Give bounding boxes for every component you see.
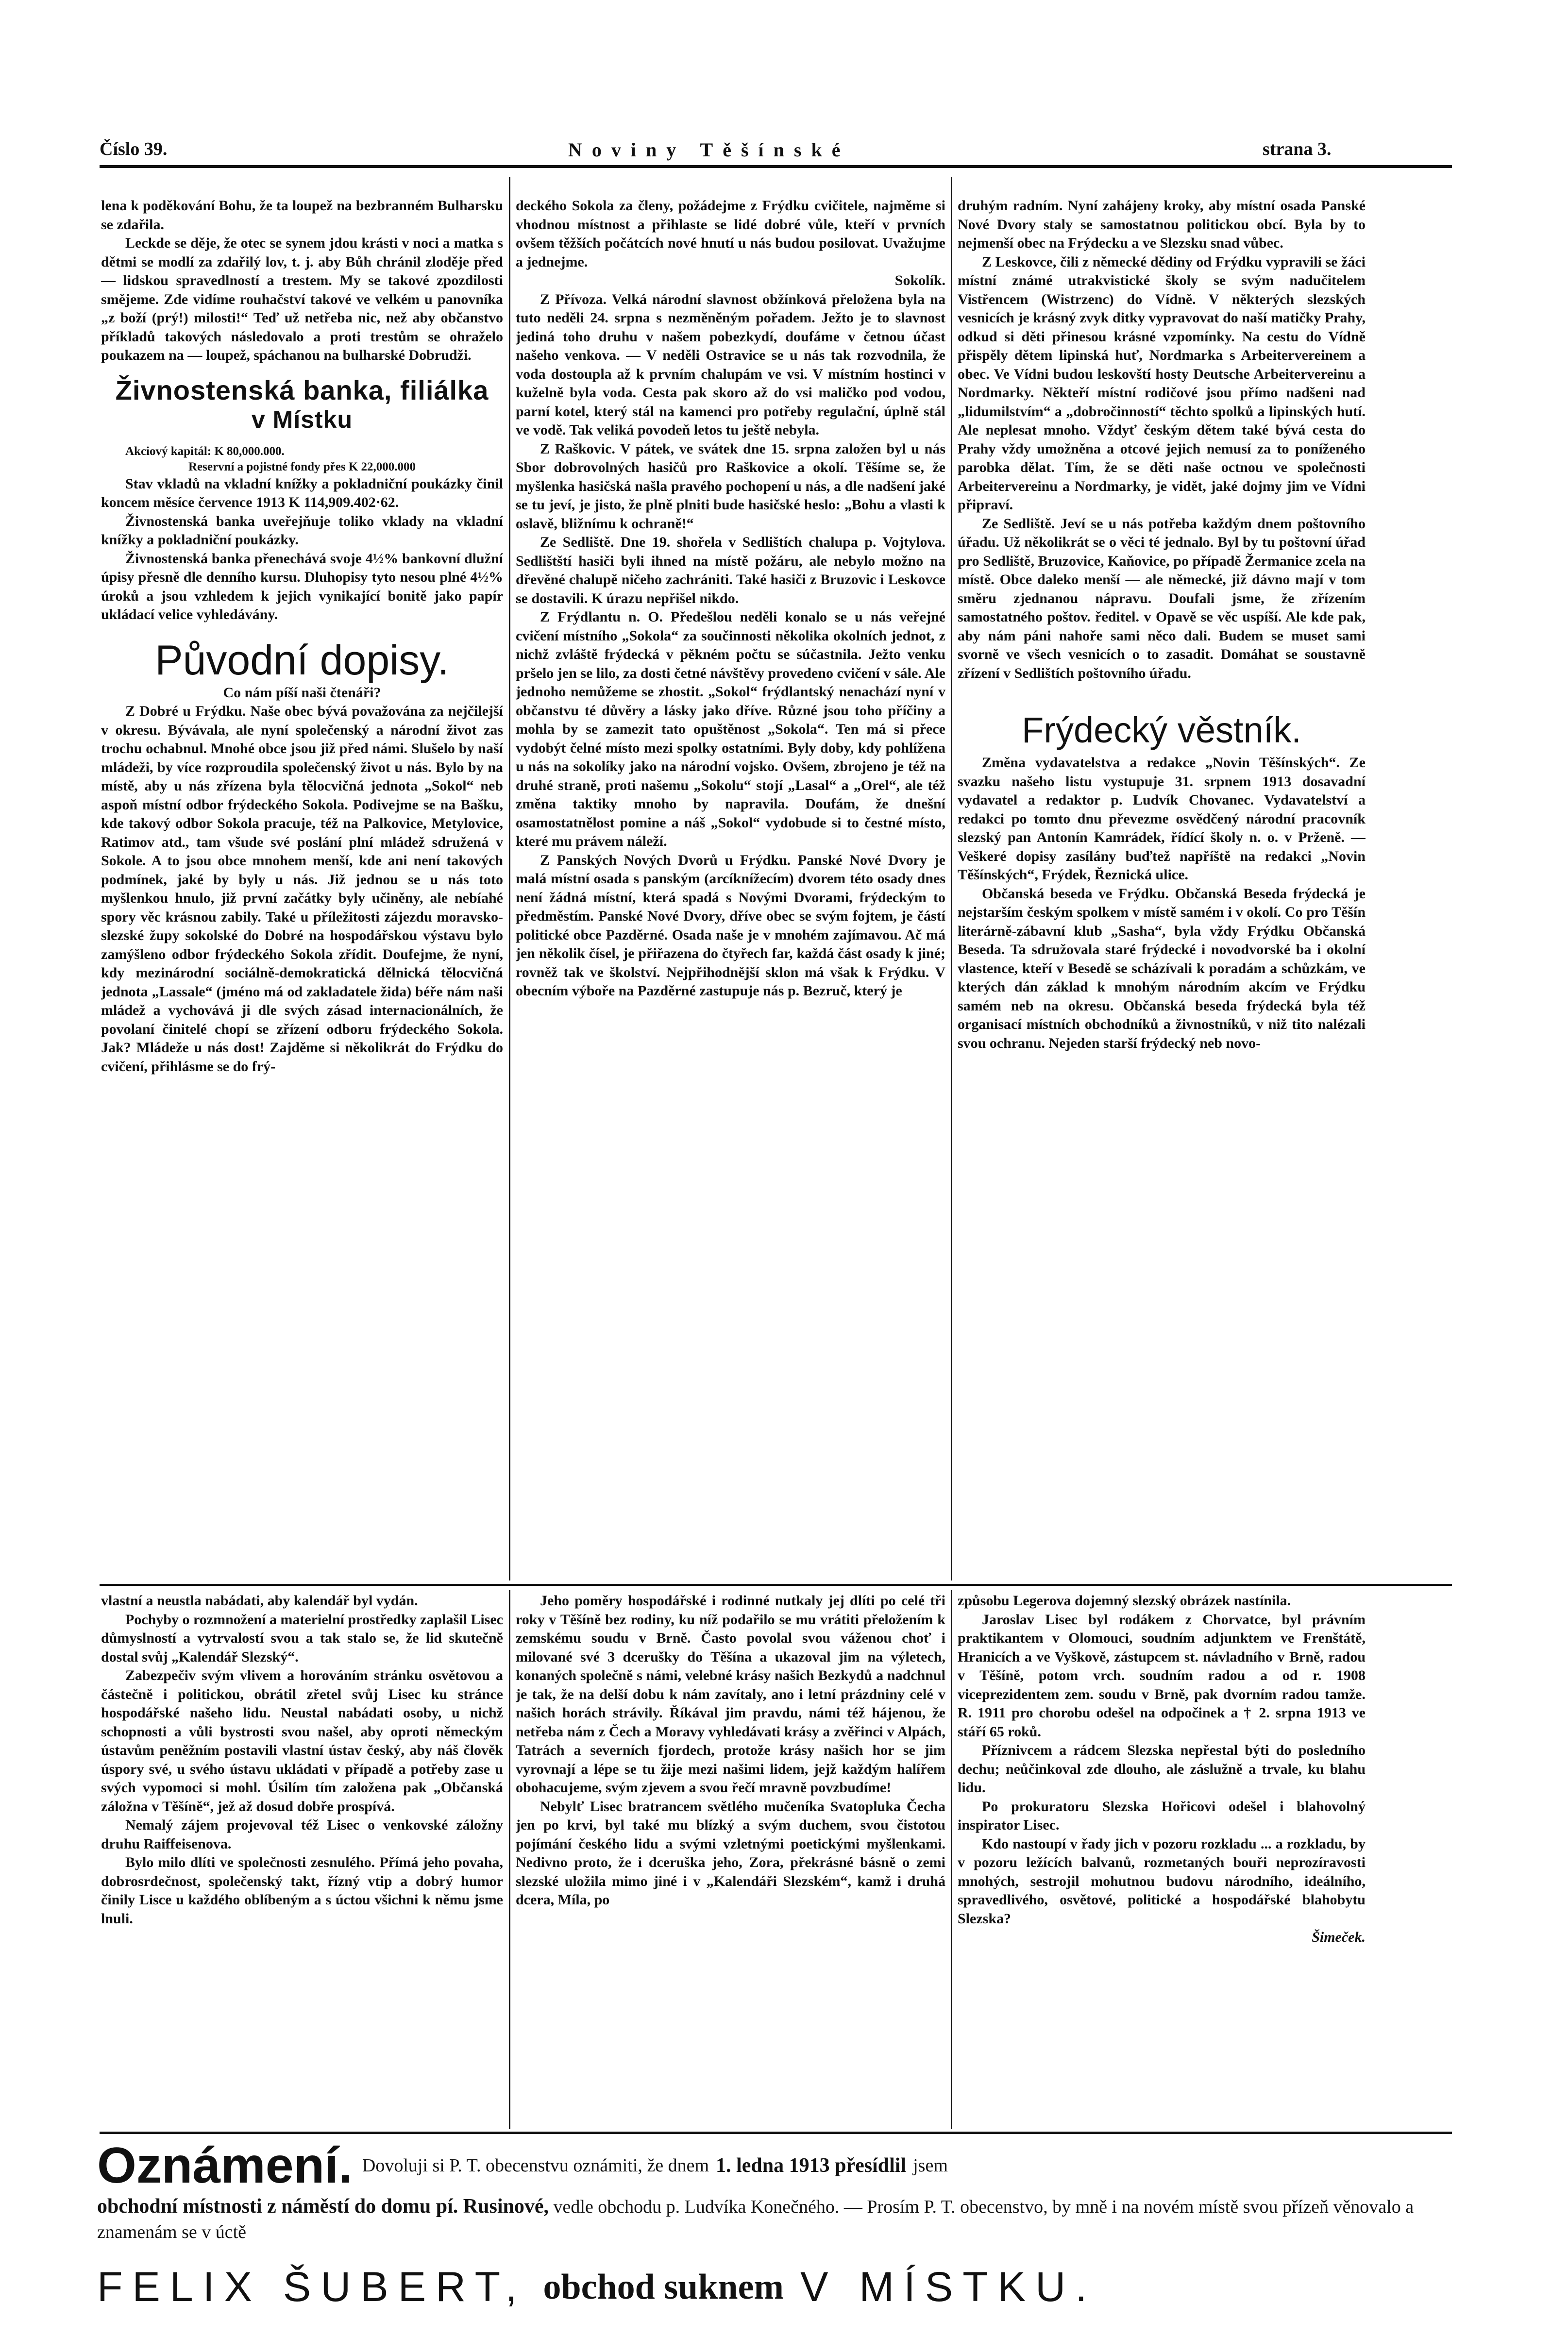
letter-paragraph: Z Dobré u Frýdku. Naše obec bývá považována za nejčilejší v okresu. Bývávala, ale nyní společenský a národní život zas trochu ochabnul. Mnohé obce jsou již před námi. Slušelo by naší mládeži, by více rozproudila společenský život u nás. Bylo by na místě, aby u nás zřízena byla tělocvičná jednota „Sokol“ neb aspoň místní odbor frýdeckého Sokola. Podivejme se na Bašku, kde takový odbor Sokola pracuje, též na Palkovice, Metylovice, Ratimov atd., tam všude své poslání plní mládež sdružená v Sokole. A to jsou obce mnohem menší, kde ani není takových podmínek, jaké by byly u nás. Již jednou se u nás toto myšlenkou hnulo, již první začátky byly učiněny, ale nebíahé spory věc krásnou zabily. Také u příležitosti zájezdu moravsko-slezské župy sokolské do Dobré na hospodářskou výstavu bylo zamýšleno odbor frýdeckého Sokola zřídit. Doufejme, že nyní, kdy mezinárodní sociálně-demokratická dělnická tělocvičná jednota „Lassale“ (jméno má od zakladatele žida) béře nám naši mládež a vychovává ji dle svých zásad internacionálních, že povolaní činitelé chopí se zřízení odboru frýdeckého Sokola. Jak? Mládeže u nás dost! Zajděme si několikrát do Frýdku do cvičení, přihlásme se do frý- <box>101 703 503 1075</box>
bank-paragraph: Živnostenská banka přenechává svoje 4½% bankovní dlužní úpisy přesně dle denního kursu. Dluhopisy tyto nesou plné 4½% úroků a jsou vzhledem k jejich vynikající bonitě jako papír ukládací velice vyhledávány. <box>101 550 503 622</box>
bank-reserve: Reservní a pojistné fondy přes K 22,000.000 <box>188 460 416 473</box>
obituary-paragraph: Jaroslav Lisec byl rodákem z Chorvatce, byl právním praktikantem v Olomouci, soudním adjunktem ve Frenštátě, Hranicích a ve Vyškově, zástupcem st. návladního v Brně, radou v Těšíně, potom vrch. soudním radou a od r. 1908 viceprezidentem zem. soudu v Brně, pak dvorním radou tamže. R. 1911 pro chorobu odešel na odpočinek a † 2. srpna 1913 ve stáří 65 roků. <box>958 1611 1366 1740</box>
notice-shop-location: obchodní místnosti z náměstí do domu pí. Rusinové, <box>97 2195 549 2218</box>
column-1-bottom <box>101 1592 503 2128</box>
obituary-paragraph: Pochyby o rozmnožení a materielní prostředky zaplašil Lisec důmyslností a vytrvalostí svou a tak stalo se, že lid skutečně dostal svůj „Kalendář Slezský“. <box>101 1611 503 1665</box>
notice-text: Dovoluji si P. T. obecenstvu oznámiti, že dnem <box>362 2155 709 2176</box>
letter-paragraph: Z Raškovic. V pátek, ve svátek dne 15. srpna založen byl u nás Sbor dobrovolných hasičů pro Raškovice a okolí. Těšíme se, že myšlenka hasičská našla pravého pochopení u nás, a dle nadšení jaké se tu jeví, je jisto, že plně plniti bude hasičské heslo: „Bohu a vlasti k oslavě, bližnímu k ochraně!“ <box>516 440 945 532</box>
column-divider <box>951 1590 952 2129</box>
article-continuation: vlastní a neustla nabádati, aby kalendář byl vydán. <box>101 1593 418 1609</box>
notice-date: 1. ledna 1913 přesídlil <box>716 2154 907 2177</box>
obituary-paragraph: Nemalý zájem projevoval též Lisec o venkovské záložny druhu Raiffeisenova. <box>101 1817 503 1852</box>
news-paragraph: Občanská beseda ve Frýdku. Občanská Beseda frýdecká je nejstarším českým spolkem v místě samém i v okolí. Co pro Těšín literárně-zábavní klub „Sasha“, byla vždy Frýdku Občanská Beseda. Ta sdružovala staré frýdecké i novodvorské ba i okolní vlastence, kteří v Besedě se scházívali k poradám a schůzkám, ve kterých dán základ k mnohým národním akcím ve Frýdku samém neb na okresu. Občanská beseda frýdecká byla též organisací místních obchodníků a živnostníků, v niž tito nalézali svou ochranu. Nejeden starší frýdecký neb novo- <box>958 885 1366 1051</box>
letter-paragraph: Z Panských Nových Dvorů u Frýdku. Panské Nové Dvory je malá místní osada s panským (arcíknížecím) dvorem této osady dnes není žádná místní, která spadá s Novými Dvorami, frýdeckým to předměstím. Panské Nové Dvory, dříve obec se svým fojtem, je částí politické obce Pazděrné. Osada naše je v mnohém zajímavou. Ač má jen několik čísel, je přiřazena do čtyřech far, každá část osady k jiné; rovněž tak ve školství. Nejpřihodnější sklon má však k Frýdku. V obecním výboře na Pazděrné zastupuje nás p. Bezruč, který je <box>516 852 945 999</box>
article-signature: Šimeček. <box>1312 1929 1366 1945</box>
column-divider <box>509 177 510 1580</box>
column-divider <box>951 177 952 1580</box>
obituary-paragraph: Bylo milo dlíti ve společnosti zesnulého. Přímá jeho povaha, dobrosrdečnost, společenský takt, řízný vtip a dobrý humor činily Lisce u každého oblíbeným a s úctou všichni k němu jsme lnuli. <box>101 1854 503 1927</box>
news-paragraph: Změna vydavatelstva a redakce „Novin Těšínských“. Ze svazku našeho listu vystupuje 31. srpnem 1913 dosavadní vydavatel a redaktor p. Ludvík Chovanec. Vydavatelství a redakci po tomto dnu převezme osvědčený národní pracovník slezský pan Antonín Kamrádek, řídící školy n. o. v Prženě. — Veškeré dopisy zasílány buďtež napříště na redakci „Novin Těšínských“, Frýdek, Řeznická ulice. <box>958 755 1366 883</box>
page-number: strana 3. <box>1263 139 1332 159</box>
header-rule <box>100 165 1452 168</box>
bank-ad-title: Živnostenská banka, filiálka <box>115 374 489 405</box>
advertisement-notice <box>97 2136 1457 2331</box>
obituary-paragraph: Příznivcem a rádcem Slezska nepřestal býti do posledního dechu; neůčinkoval zde dlouho, ale záslužně a trvale, ku blahu lidu. <box>958 1742 1366 1796</box>
letter-paragraph: Ze Sedliště. Jeví se u nás potřeba každým dnem poštovního úřadu. Už několikrát se o věci té jednalo. Byl by tu poštovní úřad pro Sedliště, Bruzovice, Kaňovice, po případě Žermanice zcela na místě. Obce daleko menší — ale německé, již dávno mají v tom směru zjednanou nápravu. Doufali jsme, že zřízením samostatného poštov. ředitel. v Opavě se věc uspíší. Ale kde pak, aby nám páni nahoře sami něco dali. Budem se muset sami svorně ve všech vesnicích o to zasadit. Domáhat se soustavně zřízení v Sedlištích poštovního úřadu. <box>958 515 1366 681</box>
letter-paragraph: Ze Sedliště. Dne 19. shořela v Sedlištích chalupa p. Vojtylova. Sedlištští hasiči byli ihned na místě požáru, ale nebylo možno na dřevěné chalupě ničeho zachrániti. Také hasiči z Bruzovic i Leskovce se dostavili. K úrazu nepřišel nikdo. <box>516 534 945 606</box>
bank-paragraph: Živnostenská banka uveřejňuje toliko vklady na vkladní knížky a pokladniční poukázky. <box>101 513 503 548</box>
letter-paragraph: Z Frýdlantu n. O. Předešlou neděli konalo se u nás veřejné cvičení místního „Sokola“ za součinnosti několika okolních jednot, z nichž zvláště frýdecká v pěkném počtu se súčastnila. Ježto venku pršelo jen se lilo, za dosti četné návštěvy provedeno cvičení v sále. Ale jednoho nemůžeme se zhostit. „Sokol“ frýdlantský nenachází nyní v občanstvu té důvěry a lásky jako dříve. Různé jsou toho příčiny a mohla by se zamezit tato opuštěnost „Sokola“. Ten má si přece vydobýt čelné místo mezi spolky ostatními. Byly doby, kdy pohlížena u nás na sokolíky jako na národní vojsko. Ovšem, zbrojeno je též na druhé straně, proti našemu „Sokolu“ stojí „Lasal“ a „Orel“, ale též změna taktiky mnoho by napravila. Doufám, že dnešní osamostatnělost pomine a náš „Sokol“ vydobude si to čestné místo, které mu právem náleží. <box>516 609 945 849</box>
letter-paragraph: Z Přívoza. Velká národní slavnost obžínková přeložena byla na tuto neděli 24. srpna s nezměněným pořadem. Ježto je to slavnost jediná toho druhu v našem pobezkydí, doufáme v četnou účast našeho venkova. — V neděli Ostravice se u nás tak rozvodnila, že voda dostoupla až k prvním chalupám ve vsi. V místním hostinci v kuželně byla voda. Cesta pak skoro až do vsi maličko pod vodou, parní kotel, který stál na kamenci pro potřeby regulační, úplně stál ve vodě. Tak veliká povodeň letos tu ještě nebyla. <box>516 291 945 438</box>
column-2-top <box>516 197 945 1578</box>
notice-text: vedle obchodu p. Ludvíka Konečného. — Prosím P. T. obecenstvo, by mně i na novém místě svou přízeň věnovalo a znamenám se v úctě <box>97 2197 1414 2242</box>
bank-capital: Akciový kapitál: K 80,000.000. <box>125 444 285 458</box>
column-3-bottom <box>958 1592 1366 2128</box>
section-heading: Původní dopisy. <box>155 637 449 684</box>
column-3-top <box>958 197 1366 1578</box>
masthead: Noviny Těšínské <box>568 139 850 161</box>
obituary-paragraph: Kdo nastoupí v řady jich v pozoru rozkladu ... a rozkladu, by v pozoru ležících balvanů, rozmetaných bouři neprozíravosti mnohých, sestrojil mohutnou budovu národního, ideálního, spravedlivého, osvětové, politické a hospodářské blahobytu Slezska? <box>958 1835 1366 1927</box>
obituary-paragraph: Jeho poměry hospodářské i rodinné nutkaly jej dlíti po celé tři roky v Těšíně bez rodiny, ku níž podařilo se mu vrátiti přeložením k zemskému soudu v Brně. Často povolal svou váženou choť i milované své 3 dcerušky do Těšína a ukazoval jim na výletech, konaných společně s námi, velebné krásy našich Bezkydů a nadchnul je tak, že na delší dobu k nám zavítaly, ano i letní prázdniny celé v našich horách strávily. Říkával jim pravdu, námi též hájenou, že netřeba nám z Čech a Moravy vyhledávati krásy a zvěřinci v Alpách, Tatrách a severních fjordech, protože krásy našich hor se jim vyrovnají a lépe se tu žije mezi našimi lidem, jejž každým halířem obohacujeme, svým zjevem a svou řečí mravně povzbudíme! <box>516 1593 945 1796</box>
merchant-name: FELIX ŠUBERT, <box>97 2264 527 2310</box>
notice-text: jsem <box>913 2155 948 2176</box>
notice-heading: Oznámení. <box>97 2137 353 2194</box>
section-subheading: Co nám píší naši čtenáři? <box>223 684 381 701</box>
bank-ad-subtitle: v Místku <box>251 405 353 433</box>
article-continuation: deckého Sokola za členy, požádejme z Frýdku cvičitele, najměme si vhodnou místnost a přihlaste se lidé dobré vůle, kteří v prvních ovšem těžších počátcích nové hnutí u nás budou posilovat. Uvažujme a jednejme. <box>516 198 945 270</box>
article-continuation: lena k poděkování Bohu, že ta loupež na bezbranném Bulharsku se zdařila. <box>101 198 503 233</box>
bank-paragraph: Stav vkladů na vkladní knížky a pokladniční poukázky činil koncem měsíce července 1913 K 114,909.402·62. <box>101 475 503 510</box>
obituary-paragraph: Nebylť Lisec bratrancem světlého mučeníka Svatopluka Čecha jen po krvi, byl také mu blízký a svým duchem, svou čistotou pojímání českého lidu a svými vzletnými poetickými myšlenkami. Nedivno proto, že i dceruška jeho, Zora, překrásné básně o zemi slezské uložila mimo jiné i v „Kalendáři Slezském“, kamž i druhá dcera, Míla, po <box>516 1798 945 1908</box>
issue-number: Číslo 39. <box>100 139 168 159</box>
notice-rule <box>100 2132 1452 2134</box>
column-2-bottom <box>516 1592 945 2128</box>
column-divider <box>509 1590 510 2129</box>
column-1-top <box>101 197 503 1578</box>
article-continuation: způsobu Legerova dojemný slezský obrázek nastínila. <box>958 1593 1291 1609</box>
merchant-business: obchod suknem <box>543 2267 784 2307</box>
section-heading: Frýdecký věstník. <box>1022 710 1301 750</box>
article-paragraph: Leckde se děje, že otec se synem jdou krásti v noci a matka s dětmi se modlí za zdařilý lov, t. j. aby Bůh chránil zloděje před — lidskou spravedlností a trestem. My se takové zpozdilosti smějeme. Zde vidíme rouhačství takové ve velkém u panovníka „z boží (prý!) milosti!“ Teď už netřeba nic, než aby občanstvo příkladů takových následovalo a proti trestům se ohraželo poukazem na — loupež, spáchanou na bulharské Dobrudži. <box>101 235 503 363</box>
article-continuation: druhým radním. Nyní zahájeny kroky, aby místní osada Panské Nové Dvory staly se samostatnou politickou obcí. Byla by to nejmenší obec na Frýdecku a ve Slezsku snad vůbec. <box>958 198 1366 251</box>
article-signature: Sokolík. <box>894 272 945 288</box>
obituary-paragraph: Zabezpečiv svým vlivem a horováním stránku osvětovou a částečně i politickou, obrátil zřetel svůj Lisec ku stránce hospodářské našeho lidu. Neustal nabádati osoby, u nichž schopnosti a vůli bystrosti svou našel, aby oproti německým ústavům peněžním postavili vlastní ústav český, aby náš člověk úspory své, u svého ústavu ukládati v případě a potřeby zase u svých vypomoci si mohl. Úsilím tím založena pak „Občanská záložna v Těšíně“, jež až dosud dobře prospívá. <box>101 1667 503 1815</box>
letter-paragraph: Z Leskovce, čili z německé dědiny od Frýdku vypravili se žáci místní známé utrakvistické školy se svým nadučitelem Vistřencem (Wistrzenc) do Vídně. V některých slezských vesnicích je krásný zvyk ditky vypravovat do naší matičky Prahy, odkud si děti přinesou krásné vzpomínky. Na cestu do Vídně přispěly dětem lipinská huť, Nordmarka s Arbeitervereinem a obec. Ve Vídni budou leskovští hosty Deutsche Arbeitervereinu a Nordmarky. Někteří místní rodičové jsou přímo nadšeni nad „lidumilstvím“ a „dobročinností“ těchto spolků a lipinských hutí. Ale neplesat mnoho. Vždyť českým dětem také bývá cesta do Prahy vždy umožněna a otcové jejich nemusí za to poníženého parobka dělat. Tím, že se děti naše octnou ve společnosti Arbeitervereinu a Nordmarky, je vidět, jaké dojmy jim ve Vídni připraví. <box>958 253 1366 513</box>
merchant-place: V MÍSTKU. <box>800 2263 1097 2310</box>
section-rule <box>100 1584 1452 1586</box>
obituary-paragraph: Po prokuratoru Slezska Hořicovi odešel i blahovolný inspirator Lisec. <box>958 1798 1366 1833</box>
